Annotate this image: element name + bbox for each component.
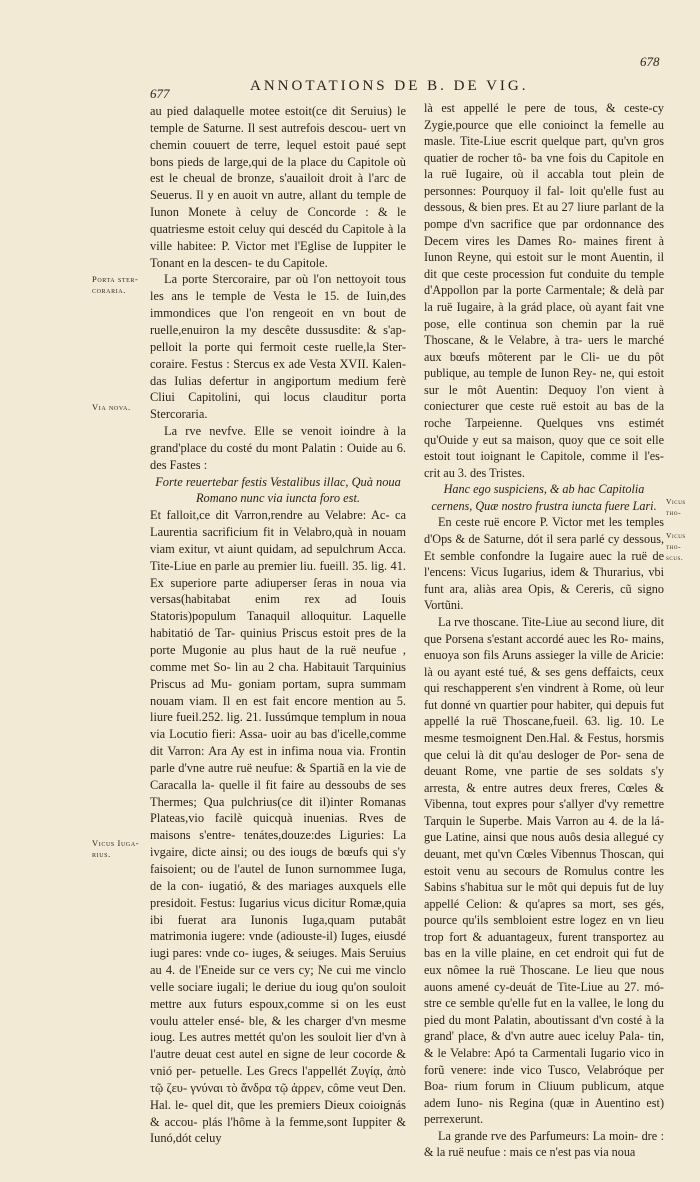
running-title: ANNOTATIONS DE B. DE VIG. — [250, 78, 529, 94]
paragraph: En ceste ruë encore P. Victor met les temples d'Ops & de Saturne, dót il sera parlé cy dessous, Et semble confondre la Iugaire auec la ruë de l'encens: Vicus Iugarius, idem & Thurarius, vbi funt ara, aliàs area Opis, & Cereris, cũ signo Vortũni. — [424, 515, 664, 613]
paragraph: La rve nevfve. Elle se venoit ioindre à la grand'place du costé du mont Palatin : Ouide au 6. des Fastes : — [150, 424, 406, 472]
verse-quote: Forte reuertebar festis Vestalibus illac, Quà noua Romano nunc via iuncta foro est. — [155, 474, 401, 506]
verse-quote: Hanc ego suspiciens, & ab hac Capitolia cernens, Quæ nostro frustra iuncta fuere Lari. — [431, 482, 657, 513]
margin-note-vicus-thurarius: Vicus tho- — [666, 497, 686, 517]
left-column — [150, 103, 406, 1147]
paragraph: au pied dalaquelle motee estoit(ce dit Seruius) le temple de Saturne. Il sest autrefois descou- uert vn chemin couuert de terre, lequel estoit paué sept bons pieds de large,qui de la place du Capitole où est le cheual de bronze, s'auailoit droit à l'arc de Seuerus. Il y en auoit vn autre, allant du temple de Iunon Monete à celuy de Concorde : & le quatriesme estoit celuy qui descéd du Capitole à la ville habitee: P. Victor met l'Eglise de Iuppiter le Tonant en la descen- te du Capitole. — [150, 104, 406, 270]
page-number-left: 677 — [150, 86, 170, 101]
page-number-right: 678 — [640, 54, 660, 69]
margin-note-porta-stercoraria: Porta ster- coraria. — [92, 274, 139, 295]
margin-note-via-nova: Via nova. — [92, 402, 131, 412]
paragraph: La rve thoscane. Tite-Liue au second liure, dit que Porsena s'estant accordé auec les Ro- mains, enuoya son fils Aruns assieger la ville de Aricie: là ou ayant esté tué, & ses gens deffaicts, ceux qui reschapperent s'en vindrent à Rome, où leur fut donné vn quartier pour habiter, qui depuis fut appellé la ruë Thoscane,fueil. 63. lig. 10. Le mesme tesmoignent Den.Hal. & Festus, horsmis que celui là dit qu'au desloger de Por- sena de deuant Rome, vne partie de ses soldats s'y arresta, & entre autres deux freres, Cœles & Vibenna, tout expres pour s'allyer d'vy remettre Tarquin le Superbe. Mais Varron au 4. de la lá- gue Latine, ainsi que nous auôs desia allegué cy deuant, met qu'vn Cœles Vibennus Thoscan, qui estoit venu au secours de Romulus contre les Sabins s'habitua sur le môt qui depuis fut de luy appellé Celion: & qu'apres sa mort, ses gés, pource qu'ils sembloient estre logez en vn lieu trop fort & aduantageux, furent transportez au bas en la ville plaine, en cet endroit qui fut de eux nômee la ruë Thoscane. Le lieu que nous auons amené cy-deuát de Tite-Liue au 27. mó- stre ce semble qu'elle fut en la vallee, le long du pied du mont Palatin, aboutissant d'vn costé à la grand' place, & d'vn autre auec iceluy Pala- tin, & le Velabre: Apó ta Carmentali Iugario vico in forũ venere: inde vico Tusco, Velabróque per Boa- rium forum in Cliuum publicum, atque adem Iuno- nis Regina (quæ in Auentino est) perrexerunt. — [424, 614, 664, 1127]
right-column — [424, 100, 664, 1161]
margin-note-vicus-iugarius: Vicus Iuga- rius. — [92, 838, 140, 859]
paragraph: Et falloit,ce dit Varron,rendre au Velabre: Ac- ca Laurentia sacrificium fit in Velabro,quà in nouam viam exitur, vt aiunt quidam, ad sepulchrum Acca. Tite-Liue en parle au premier liu. fueill. 35. lig. 41. Ex superiore parte adiuperser ſeras in noua via versas(habitabat enim rex ad Iouis Statoris)populum Tanaquil alloquitur. Laquelle habitatió de Tar- quinius Priscus estoit pres de la porte Mugonie au plus haut de la ruë neufue , comme met So- lin au 2 cha. Habitauit Tarquinius Priscus ad Mu- goniam portam, supra summam nouam viam. Il en est fait encore mention au 5. liure fueil.252. lig. 21. Iussúmque templum in noua via Locutio fieri: Assa- uoir au bas d'icelle,comme dit Varron: Ara Ay est in infima noua via. Frontin parle d'vne autre ruë neufue: & Spartiã en la vie de Caracalla la- quelle il fit faire au dessoubs de ses Thermes; Qua pulchrius(ce dit il)inter Romanas Plateas,vio facilè quicquà inuenias. Rves de maisons s'entre- tenátes,douze:des Liguries: La ivgaire, dicte ainsi; ou des iougs de bœufs qui s'y faisoient; ou de l'autel de Iunon surnommee Iuga, de la con- iugatió, & des mariages auxquels elle presidoit. Festus: Iugarius vicus dicitur Romæ,quia ibi fuerat ara Iunonis Iuga,quam putabât matrimonia iugere: vnde (adiouste-il) Iuges, eiusdé iugi pares: vnde co- iuges, & seiuges. Mais Seruius au 4. de l'Eneide sur ce vers cy; Ne cui me vinclo velle sociare iugali; le deriue du ioug qu'on souloit mettre aux futurs espoux,comme si on les eust voulu atteler ensé- ble, & les charger d'vn mesme ioug. Les autres mettét qu'on les souloit lier d'vn à l'autre deuat cest autel en signe de leur cocorde & vnió per- petuelle. Les Grecs l'appellét Ζυγίᾳ, ἀπὸ τῷ ζευ- γνύναι τὸ ἄνδρα τῷ ἀρρεν, côme veut Den. Hal. le- quel dit, que les premiers Dieux coioignás & accou- plás l'hôme à la femme,sont Iuppiter & Iunó,dót celuy — [150, 508, 406, 1146]
paragraph: là est appellé le pere de tous, & ceste-cy Zygie,pource que elle conioinct la femelle au masle. Tite-Liue escrit quelque part, qu'vn gros quatier de rocher tô- ba vne fois du Capitole en la ruë Iugaire, où il accabla tout plein de personnes: Pourquoy il fal- loit qu'elle fust au dessous, & bien pres. Et au 27 liure parlant de la pompe d'vn sacrifice que par ordonnance des Decem vires les Dames Ro- maines firent à Iunon Reyne, qui estoit sur le mont Auentin, il dit que ceste procession fut conduite du temple d'Appollon par la porte Carmentale; & delà par la ruë Iugaire, à la grád place, où ayant fait vne pose, elle continua son chemin par la ruë Thoscane, & le Velabre, à tra- uers le marché aux bœufs môterent par le Cli- ue du pôt publique, au temple de Iunon Rey- ne, qui estoit sur le môt Auentin: Dequoy l'on vient à coniecturer que ceste ruë estoit au bas de la roche Tarpeienne. Quelques vns estimét qu'Ouide y eut sa maison, quoy que ce soit elle estoit tout ioignant le Capitole, comme il l'es- crit au 3. des Tristes. — [424, 101, 664, 480]
paragraph: La grande rve des Parfumeurs: La moin- dre : & la ruë neufue : mais ce n'est pas via noua — [424, 1128, 664, 1160]
margin-note-vicus-thoscus: Vicus tho- scus. — [666, 531, 686, 562]
paragraph: La porte Stercoraire, par où l'on nettoyoit tous les ans le temple de Vesta le 15. de Iuin,des immondices que l'on rengeoit en vn bout de ruelle,enuiron la my descête dussusdite: & s'ap- pelloit la porte qui fermoit ceste ruelle,la Ster- coraire. Festus : Stercus ex ade Vesta XVII. Kalen- das Iulias defertur in angiportum medium ferè Cliui Capitolini, qui locus clauditur porta Stercoraria. — [150, 272, 406, 422]
